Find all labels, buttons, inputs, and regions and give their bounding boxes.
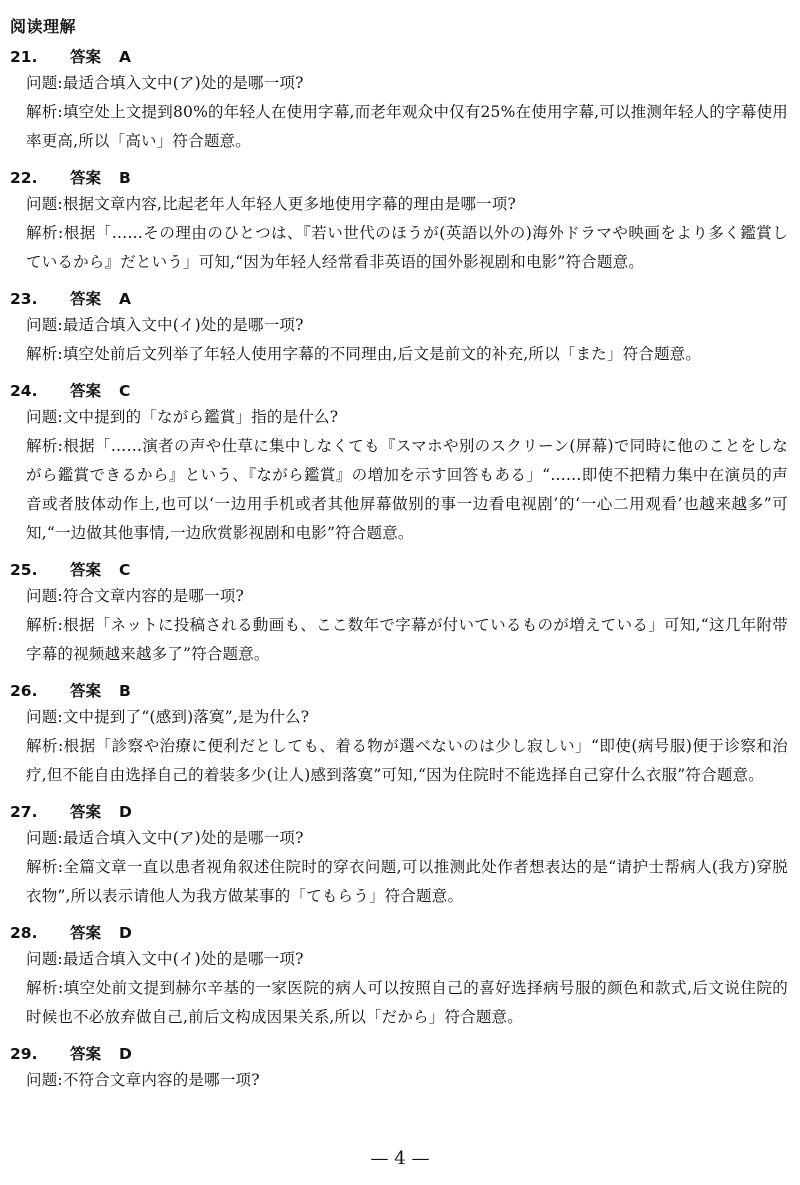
answer-letter: D [119,924,132,942]
answer-letter: C [119,561,131,579]
question-text: 问题:文中提到了“(感到)落寞”,是为什么? [26,708,310,726]
item-header [10,380,788,402]
analysis-text: 解析:根据「……演者の声や仕草に集中しなくても『スマホや別のスクリーン(屏幕)で同時に他のことをしながら鑑賞できるから』という、『ながら鑑賞』の増加を示す回答もある」“……即使不把精力集中在演员的声音或者肢体动作上,也可以‘一边用手机或者其他屏幕做别的事一边看电视剧’的‘一心二用观看’也越来越多”可知,“一边做其他事情,一边欣赏影视剧和电影”符合题意。 [26,437,788,542]
question-number: 28. [10,924,38,942]
analysis-text: 解析:全篇文章一直以患者视角叙述住院时的穿衣问题,可以推测此处作者想表达的是“请护士帮病人(我方)穿脱衣物”,所以表示请他人为我方做某事的「てもらう」符合题意。 [26,858,788,905]
page-number: — 4 — [370,1148,430,1169]
item-header [10,288,788,310]
answer-item-28 [10,922,788,1032]
answer-letter: B [119,169,131,187]
answer-label: 答案 [70,561,102,579]
question-number: 23. [10,290,38,308]
question-text: 问题:最适合填入文中(イ)处的是哪一项? [26,950,304,968]
question-number: 27. [10,803,38,821]
answer-item-21 [10,46,788,156]
analysis-text: 解析:填空处前文提到赫尔辛基的一家医院的病人可以按照自己的喜好选择病号服的颜色和款式,后文说住院的时候也不必放弃做自己,前后文构成因果关系,所以「だから」符合题意。 [26,979,788,1026]
item-header [10,922,788,944]
answer-item-23 [10,288,788,369]
question-number: 29. [10,1045,38,1063]
answer-letter: B [119,682,131,700]
item-header [10,1043,788,1065]
answer-item-29 [10,1043,788,1095]
question-text: 问题:最适合填入文中(ア)处的是哪一项? [26,829,304,847]
item-header [10,46,788,68]
question-text: 问题:不符合文章内容的是哪一项? [26,1071,260,1089]
question-number: 22. [10,169,38,187]
answer-label: 答案 [70,48,102,66]
question-number: 26. [10,682,38,700]
answer-label: 答案 [70,169,102,187]
answer-label: 答案 [70,682,102,700]
answer-item-25 [10,559,788,669]
question-text: 问题:最适合填入文中(イ)处的是哪一项? [26,316,304,334]
answer-letter: A [119,48,132,66]
question-text: 问题:根据文章内容,比起老年人年轻人更多地使用字幕的理由是哪一项? [26,195,517,213]
section-title: 阅读理解 [10,17,77,36]
answer-item-24 [10,380,788,548]
answer-letter: A [119,290,132,308]
answer-item-22 [10,167,788,277]
answer-label: 答案 [70,1045,102,1063]
answer-label: 答案 [70,382,102,400]
answer-list [10,46,788,1095]
item-header [10,801,788,823]
answer-letter: D [119,1045,132,1063]
question-number: 25. [10,561,38,579]
answer-letter: C [119,382,131,400]
item-header [10,680,788,702]
analysis-text: 解析:根据「診察や治療に便利だとしても、着る物が選べないのは少し寂しい」“即使(病号服)便于诊察和治疗,但不能自由选择自己的着装多少(让人)感到落寞”可知,“因为住院时不能选择自己穿什么衣服”符合题意。 [26,737,788,784]
answer-label: 答案 [70,803,102,821]
answer-item-26 [10,680,788,790]
answer-label: 答案 [70,924,102,942]
answer-item-27 [10,801,788,911]
analysis-text: 解析:根据「……その理由のひとつは、『若い世代のほうが(英語以外の)海外ドラマや映画をより多く鑑賞しているから』だという」可知,“因为年轻人经常看非英语的国外影视剧和电影”符合题意。 [26,224,788,271]
answer-letter: D [119,803,132,821]
analysis-text: 解析:根据「ネットに投稿される動画も、ここ数年で字幕が付いているものが増えている」可知,“这几年附带字幕的视频越来越多了”符合题意。 [26,616,788,663]
analysis-text: 解析:填空处上文提到80%的年轻人在使用字幕,而老年观众中仅有25%在使用字幕,可以推测年轻人的字幕使用率更高,所以「高い」符合题意。 [26,103,788,150]
question-text: 问题:最适合填入文中(ア)处的是哪一项? [26,74,304,92]
question-text: 问题:文中提到的「ながら鑑賞」指的是什么? [26,408,339,426]
analysis-text: 解析:填空处前后文列举了年轻人使用字幕的不同理由,后文是前文的补充,所以「また」符合题意。 [26,345,702,363]
question-number: 21. [10,48,38,66]
item-header [10,167,788,189]
question-text: 问题:符合文章内容的是哪一项? [26,587,245,605]
question-number: 24. [10,382,38,400]
item-header [10,559,788,581]
answer-label: 答案 [70,290,102,308]
